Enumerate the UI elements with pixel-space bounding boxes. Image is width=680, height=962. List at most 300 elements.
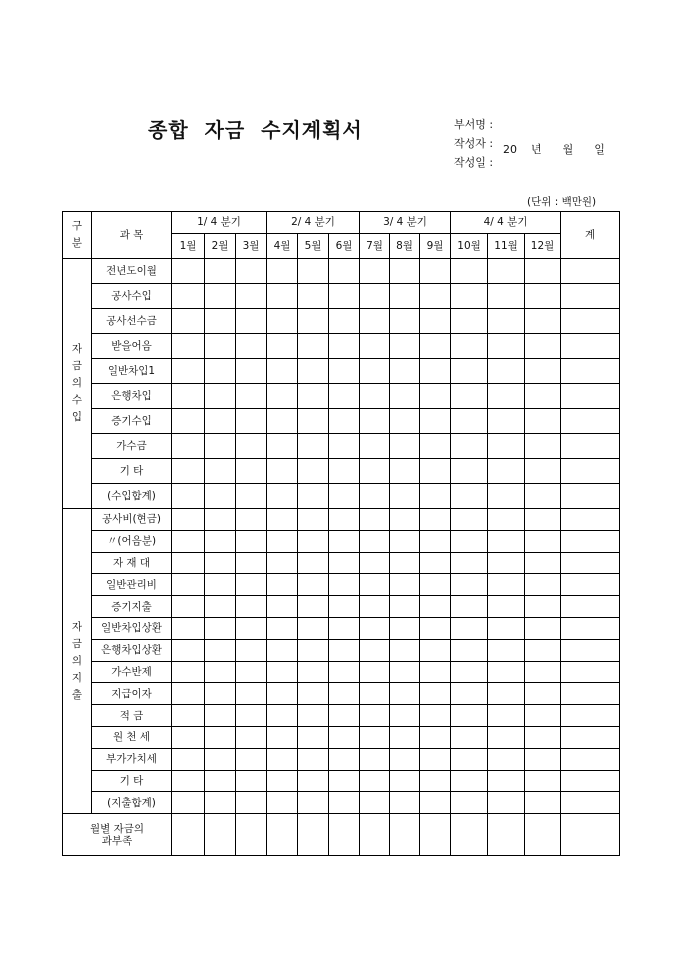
value-cell[interactable] [267,284,298,309]
value-cell[interactable] [488,683,525,705]
value-cell[interactable] [267,530,298,552]
value-cell[interactable] [329,552,360,574]
value-cell[interactable] [329,683,360,705]
value-cell[interactable] [267,705,298,727]
value-cell[interactable] [420,748,451,770]
value-cell[interactable] [525,459,561,484]
value-cell[interactable] [561,509,620,531]
value-cell[interactable] [390,683,420,705]
value-cell[interactable] [360,596,390,618]
value-cell[interactable] [561,748,620,770]
value-cell[interactable] [561,284,620,309]
value-cell[interactable] [390,814,420,856]
value-cell[interactable] [329,509,360,531]
value-cell[interactable] [205,596,236,618]
value-cell[interactable] [329,639,360,661]
value-cell[interactable] [561,459,620,484]
value-cell[interactable] [390,334,420,359]
value-cell[interactable] [525,359,561,384]
value-cell[interactable] [298,617,329,639]
value-cell[interactable] [298,530,329,552]
value-cell[interactable] [525,792,561,814]
value-cell[interactable] [267,661,298,683]
value-cell[interactable] [390,639,420,661]
value-cell[interactable] [172,509,205,531]
value-cell[interactable] [420,596,451,618]
value-cell[interactable] [488,259,525,284]
value-cell[interactable] [390,726,420,748]
value-cell[interactable] [329,259,360,284]
value-cell[interactable] [267,459,298,484]
value-cell[interactable] [525,814,561,856]
value-cell[interactable] [420,726,451,748]
value-cell[interactable] [298,683,329,705]
value-cell[interactable] [451,792,488,814]
value-cell[interactable] [360,639,390,661]
value-cell[interactable] [172,792,205,814]
value-cell[interactable] [561,259,620,284]
value-cell[interactable] [451,814,488,856]
value-cell[interactable] [329,384,360,409]
value-cell[interactable] [420,661,451,683]
value-cell[interactable] [236,530,267,552]
value-cell[interactable] [390,748,420,770]
value-cell[interactable] [451,284,488,309]
value-cell[interactable] [172,617,205,639]
value-cell[interactable] [205,309,236,334]
value-cell[interactable] [390,661,420,683]
value-cell[interactable] [267,334,298,359]
value-cell[interactable] [205,748,236,770]
value-cell[interactable] [451,509,488,531]
value-cell[interactable] [329,726,360,748]
value-cell[interactable] [172,359,205,384]
value-cell[interactable] [488,434,525,459]
value-cell[interactable] [420,705,451,727]
value-cell[interactable] [488,792,525,814]
value-cell[interactable] [298,359,329,384]
value-cell[interactable] [236,459,267,484]
value-cell[interactable] [236,484,267,509]
value-cell[interactable] [298,770,329,792]
value-cell[interactable] [298,726,329,748]
value-cell[interactable] [390,705,420,727]
value-cell[interactable] [390,459,420,484]
value-cell[interactable] [298,259,329,284]
value-cell[interactable] [488,359,525,384]
value-cell[interactable] [172,552,205,574]
value-cell[interactable] [360,309,390,334]
value-cell[interactable] [329,705,360,727]
value-cell[interactable] [451,552,488,574]
value-cell[interactable] [390,359,420,384]
value-cell[interactable] [298,334,329,359]
value-cell[interactable] [236,434,267,459]
value-cell[interactable] [420,639,451,661]
value-cell[interactable] [205,683,236,705]
value-cell[interactable] [329,661,360,683]
value-cell[interactable] [172,683,205,705]
value-cell[interactable] [561,309,620,334]
value-cell[interactable] [420,334,451,359]
value-cell[interactable] [525,748,561,770]
value-cell[interactable] [236,792,267,814]
value-cell[interactable] [172,530,205,552]
value-cell[interactable] [561,705,620,727]
value-cell[interactable] [561,384,620,409]
value-cell[interactable] [329,530,360,552]
value-cell[interactable] [236,770,267,792]
value-cell[interactable] [205,639,236,661]
value-cell[interactable] [360,683,390,705]
value-cell[interactable] [451,259,488,284]
value-cell[interactable] [561,530,620,552]
value-cell[interactable] [451,770,488,792]
value-cell[interactable] [420,484,451,509]
value-cell[interactable] [525,334,561,359]
value-cell[interactable] [420,309,451,334]
value-cell[interactable] [298,509,329,531]
value-cell[interactable] [451,530,488,552]
value-cell[interactable] [488,552,525,574]
value-cell[interactable] [267,792,298,814]
value-cell[interactable] [236,814,267,856]
value-cell[interactable] [488,574,525,596]
value-cell[interactable] [360,770,390,792]
value-cell[interactable] [298,384,329,409]
value-cell[interactable] [205,705,236,727]
value-cell[interactable] [267,259,298,284]
value-cell[interactable] [205,770,236,792]
value-cell[interactable] [267,639,298,661]
value-cell[interactable] [172,596,205,618]
value-cell[interactable] [172,748,205,770]
value-cell[interactable] [451,705,488,727]
value-cell[interactable] [488,509,525,531]
value-cell[interactable] [561,792,620,814]
value-cell[interactable] [451,434,488,459]
value-cell[interactable] [561,639,620,661]
value-cell[interactable] [561,484,620,509]
value-cell[interactable] [420,814,451,856]
value-cell[interactable] [360,334,390,359]
value-cell[interactable] [360,384,390,409]
value-cell[interactable] [525,639,561,661]
value-cell[interactable] [561,552,620,574]
value-cell[interactable] [561,617,620,639]
value-cell[interactable] [390,770,420,792]
value-cell[interactable] [236,384,267,409]
value-cell[interactable] [236,617,267,639]
value-cell[interactable] [420,459,451,484]
value-cell[interactable] [390,509,420,531]
value-cell[interactable] [267,309,298,334]
value-cell[interactable] [488,459,525,484]
value-cell[interactable] [236,409,267,434]
value-cell[interactable] [525,530,561,552]
value-cell[interactable] [360,359,390,384]
value-cell[interactable] [561,683,620,705]
value-cell[interactable] [488,639,525,661]
value-cell[interactable] [267,596,298,618]
value-cell[interactable] [205,617,236,639]
value-cell[interactable] [298,792,329,814]
value-cell[interactable] [360,552,390,574]
value-cell[interactable] [561,574,620,596]
value-cell[interactable] [298,459,329,484]
value-cell[interactable] [488,309,525,334]
value-cell[interactable] [329,284,360,309]
value-cell[interactable] [525,683,561,705]
value-cell[interactable] [561,661,620,683]
value-cell[interactable] [451,661,488,683]
value-cell[interactable] [451,409,488,434]
value-cell[interactable] [172,574,205,596]
value-cell[interactable] [360,574,390,596]
value-cell[interactable] [267,409,298,434]
value-cell[interactable] [525,409,561,434]
value-cell[interactable] [488,814,525,856]
value-cell[interactable] [360,792,390,814]
value-cell[interactable] [236,509,267,531]
value-cell[interactable] [267,814,298,856]
value-cell[interactable] [451,334,488,359]
value-cell[interactable] [267,726,298,748]
value-cell[interactable] [360,409,390,434]
value-cell[interactable] [390,259,420,284]
value-cell[interactable] [205,814,236,856]
value-cell[interactable] [329,748,360,770]
value-cell[interactable] [172,259,205,284]
value-cell[interactable] [267,617,298,639]
value-cell[interactable] [298,814,329,856]
value-cell[interactable] [420,409,451,434]
value-cell[interactable] [172,639,205,661]
value-cell[interactable] [488,726,525,748]
value-cell[interactable] [267,552,298,574]
value-cell[interactable] [525,434,561,459]
value-cell[interactable] [236,683,267,705]
value-cell[interactable] [451,596,488,618]
value-cell[interactable] [451,639,488,661]
value-cell[interactable] [205,484,236,509]
value-cell[interactable] [525,509,561,531]
value-cell[interactable] [451,726,488,748]
value-cell[interactable] [298,596,329,618]
value-cell[interactable] [267,770,298,792]
value-cell[interactable] [420,683,451,705]
value-cell[interactable] [525,726,561,748]
value-cell[interactable] [236,334,267,359]
value-cell[interactable] [561,409,620,434]
value-cell[interactable] [525,770,561,792]
value-cell[interactable] [451,683,488,705]
value-cell[interactable] [329,484,360,509]
value-cell[interactable] [390,484,420,509]
value-cell[interactable] [172,705,205,727]
value-cell[interactable] [488,384,525,409]
value-cell[interactable] [561,770,620,792]
value-cell[interactable] [329,770,360,792]
value-cell[interactable] [329,359,360,384]
value-cell[interactable] [360,748,390,770]
value-cell[interactable] [205,661,236,683]
value-cell[interactable] [360,661,390,683]
value-cell[interactable] [488,530,525,552]
value-cell[interactable] [329,409,360,434]
value-cell[interactable] [205,434,236,459]
value-cell[interactable] [267,484,298,509]
value-cell[interactable] [360,434,390,459]
value-cell[interactable] [329,617,360,639]
value-cell[interactable] [329,434,360,459]
value-cell[interactable] [420,259,451,284]
value-cell[interactable] [488,596,525,618]
value-cell[interactable] [298,552,329,574]
value-cell[interactable] [329,309,360,334]
value-cell[interactable] [172,284,205,309]
value-cell[interactable] [561,359,620,384]
value-cell[interactable] [488,334,525,359]
value-cell[interactable] [236,639,267,661]
value-cell[interactable] [267,359,298,384]
value-cell[interactable] [236,726,267,748]
value-cell[interactable] [236,284,267,309]
value-cell[interactable] [488,284,525,309]
value-cell[interactable] [172,334,205,359]
value-cell[interactable] [390,409,420,434]
value-cell[interactable] [451,459,488,484]
value-cell[interactable] [172,409,205,434]
value-cell[interactable] [236,596,267,618]
value-cell[interactable] [205,384,236,409]
value-cell[interactable] [236,552,267,574]
value-cell[interactable] [267,683,298,705]
value-cell[interactable] [420,770,451,792]
value-cell[interactable] [298,748,329,770]
value-cell[interactable] [488,484,525,509]
value-cell[interactable] [420,530,451,552]
value-cell[interactable] [525,384,561,409]
value-cell[interactable] [525,284,561,309]
value-cell[interactable] [172,814,205,856]
value-cell[interactable] [451,309,488,334]
value-cell[interactable] [172,384,205,409]
value-cell[interactable] [451,359,488,384]
value-cell[interactable] [525,574,561,596]
value-cell[interactable] [451,574,488,596]
value-cell[interactable] [420,284,451,309]
value-cell[interactable] [172,434,205,459]
value-cell[interactable] [236,705,267,727]
value-cell[interactable] [561,434,620,459]
value-cell[interactable] [420,434,451,459]
value-cell[interactable] [451,617,488,639]
value-cell[interactable] [390,284,420,309]
value-cell[interactable] [298,434,329,459]
value-cell[interactable] [488,661,525,683]
value-cell[interactable] [205,284,236,309]
value-cell[interactable] [420,509,451,531]
value-cell[interactable] [488,748,525,770]
value-cell[interactable] [205,409,236,434]
value-cell[interactable] [451,484,488,509]
value-cell[interactable] [390,309,420,334]
value-cell[interactable] [236,309,267,334]
value-cell[interactable] [205,530,236,552]
value-cell[interactable] [205,792,236,814]
value-cell[interactable] [360,259,390,284]
value-cell[interactable] [488,770,525,792]
value-cell[interactable] [488,409,525,434]
value-cell[interactable] [561,334,620,359]
value-cell[interactable] [205,259,236,284]
value-cell[interactable] [236,748,267,770]
value-cell[interactable] [561,726,620,748]
value-cell[interactable] [360,484,390,509]
value-cell[interactable] [172,770,205,792]
value-cell[interactable] [298,705,329,727]
value-cell[interactable] [172,309,205,334]
value-cell[interactable] [420,792,451,814]
value-cell[interactable] [525,484,561,509]
value-cell[interactable] [451,748,488,770]
value-cell[interactable] [525,309,561,334]
value-cell[interactable] [525,259,561,284]
value-cell[interactable] [329,574,360,596]
value-cell[interactable] [298,309,329,334]
value-cell[interactable] [236,661,267,683]
value-cell[interactable] [205,726,236,748]
value-cell[interactable] [267,434,298,459]
value-cell[interactable] [329,814,360,856]
value-cell[interactable] [390,384,420,409]
value-cell[interactable] [236,574,267,596]
value-cell[interactable] [420,617,451,639]
value-cell[interactable] [390,530,420,552]
value-cell[interactable] [561,814,620,856]
value-cell[interactable] [390,434,420,459]
value-cell[interactable] [390,552,420,574]
value-cell[interactable] [329,792,360,814]
value-cell[interactable] [525,596,561,618]
value-cell[interactable] [172,459,205,484]
value-cell[interactable] [205,359,236,384]
value-cell[interactable] [298,639,329,661]
value-cell[interactable] [267,748,298,770]
value-cell[interactable] [205,574,236,596]
value-cell[interactable] [298,484,329,509]
value-cell[interactable] [390,792,420,814]
value-cell[interactable] [267,384,298,409]
value-cell[interactable] [205,334,236,359]
value-cell[interactable] [360,509,390,531]
value-cell[interactable] [561,596,620,618]
value-cell[interactable] [172,661,205,683]
value-cell[interactable] [451,384,488,409]
value-cell[interactable] [360,530,390,552]
value-cell[interactable] [236,259,267,284]
value-cell[interactable] [390,617,420,639]
value-cell[interactable] [236,359,267,384]
value-cell[interactable] [205,459,236,484]
value-cell[interactable] [172,726,205,748]
value-cell[interactable] [360,459,390,484]
value-cell[interactable] [360,814,390,856]
value-cell[interactable] [205,509,236,531]
value-cell[interactable] [488,705,525,727]
value-cell[interactable] [420,384,451,409]
